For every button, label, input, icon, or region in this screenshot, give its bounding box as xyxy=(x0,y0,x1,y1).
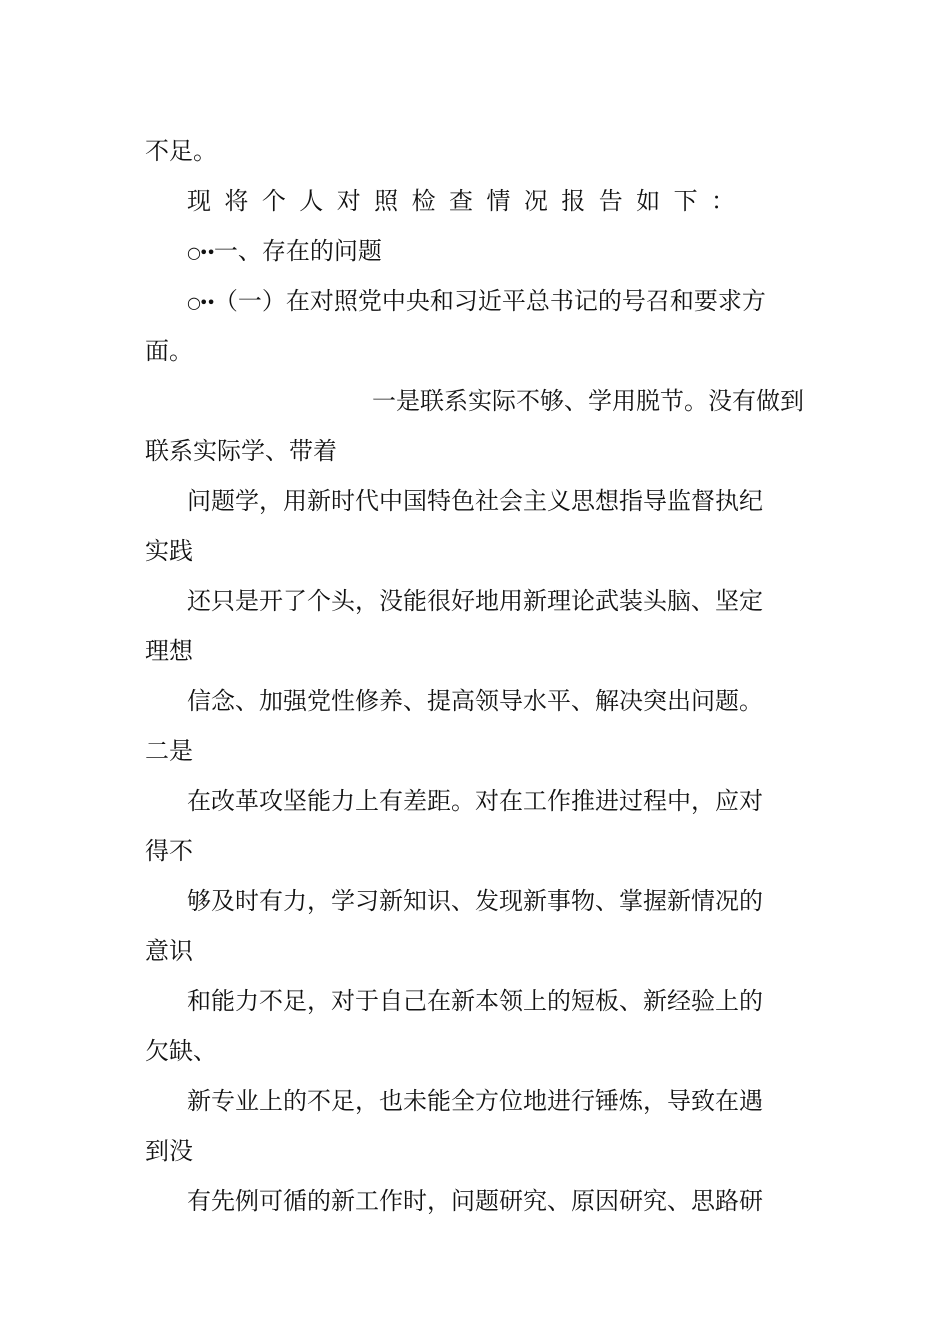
text-line: 和能力不足，对于自己在新本领上的短板、新经验上的 xyxy=(187,987,763,1015)
text-line: 有先例可循的新工作时，问题研究、原因研究、思路研 xyxy=(187,1187,763,1215)
text-line: 问题学，用新时代中国特色社会主义思想指导监督执纪 xyxy=(187,487,763,515)
subsection-heading xyxy=(187,286,766,318)
text-line: 还只是开了个头，没能很好地用新理论武装头脑、坚定 xyxy=(187,587,763,615)
text-line: 得不 xyxy=(145,837,193,865)
text-line: 不足。 xyxy=(145,137,217,165)
text-line: 二是 xyxy=(145,737,193,765)
report-intro-line: 现 将 个 人 对 照 检 查 情 况 报 告 如 下 ： xyxy=(187,187,737,215)
section-heading xyxy=(187,236,382,268)
bullet-mark: ○•• xyxy=(187,293,214,312)
text-line: 新专业上的不足，也未能全方位地进行锤炼，导致在遇 xyxy=(187,1087,763,1115)
text-line: 信念、加强党性修养、提高领导水平、解决突出问题。 xyxy=(187,687,763,715)
text-line: 够及时有力，学习新知识、发现新事物、掌握新情况的 xyxy=(187,887,763,915)
text-line: 联系实际学、带着 xyxy=(145,437,337,465)
text-line: 到没 xyxy=(145,1137,193,1165)
text-line: 在改革攻坚能力上有差距。对在工作推进过程中，应对 xyxy=(187,787,763,815)
subsection-heading-text: （一）在对照党中央和习近平总书记的号召和要求方 xyxy=(213,287,766,315)
text-line: 实践 xyxy=(145,537,193,565)
text-line: 面。 xyxy=(145,337,193,365)
text-line: 理想 xyxy=(145,637,193,665)
section-heading-text: 一、存在的问题 xyxy=(213,237,382,265)
bullet-mark: ○•• xyxy=(187,243,214,262)
text-line: 一是联系实际不够、学用脱节。没有做到 xyxy=(372,387,804,415)
text-line: 欠缺、 xyxy=(145,1037,217,1065)
text-line: 意识 xyxy=(145,937,193,965)
